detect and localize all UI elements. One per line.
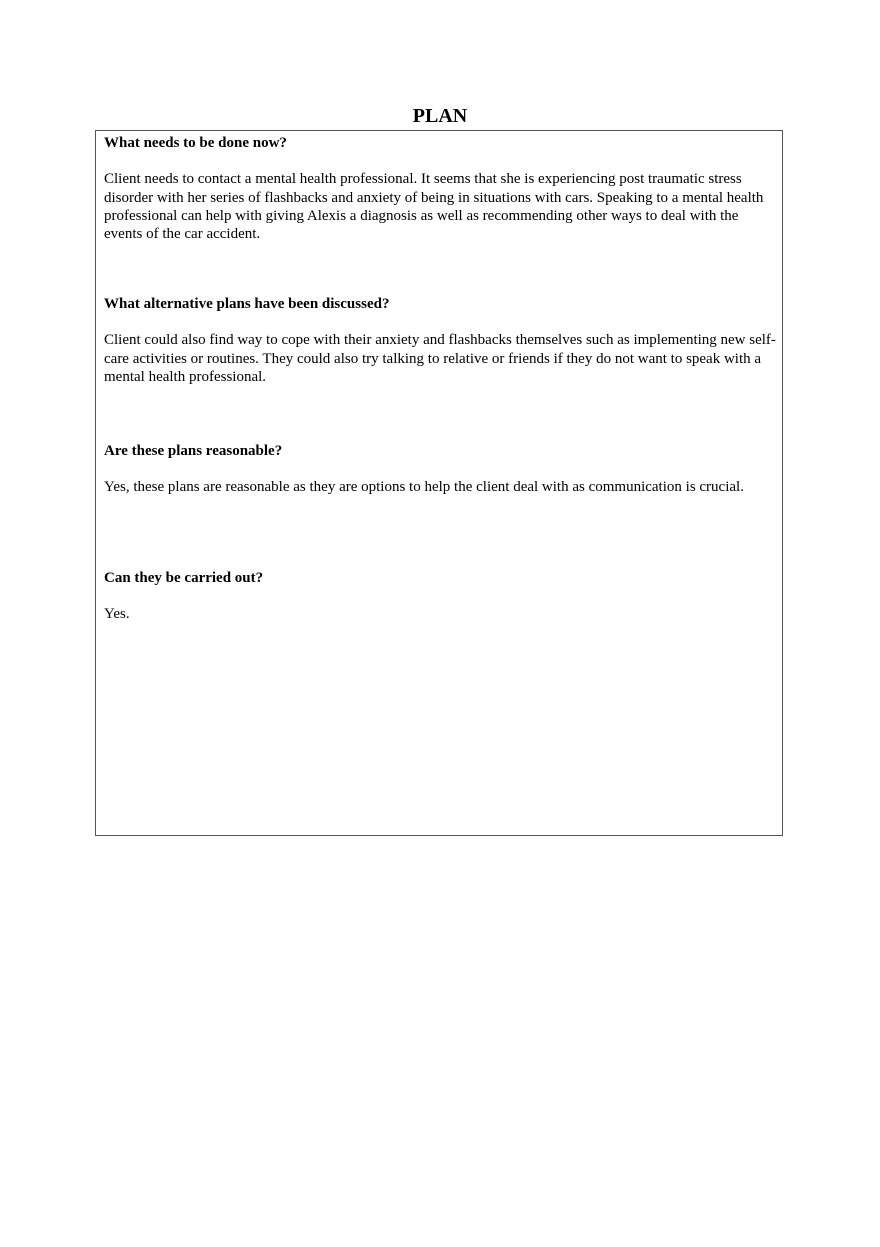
section-answer: Yes.: [104, 606, 130, 623]
section-answer: Client could also find way to cope with their anxiety and flashbacks themselves such as implementing new self-care activities or routines. They could also try talking to relative or friends if they do not want to speak with a mental health professional.: [104, 332, 776, 385]
plan-box: [95, 130, 783, 836]
section-question: What needs to be done now?: [104, 135, 287, 151]
plan-section-reasonable: [104, 442, 780, 497]
section-question: Are these plans reasonable?: [104, 443, 283, 459]
plan-section-alternative-plans: [104, 295, 780, 386]
plan-section-carried-out: [104, 569, 780, 624]
section-question: Can they be carried out?: [104, 570, 264, 586]
page-title: PLAN: [412, 105, 468, 127]
section-question: What alternative plans have been discussed?: [104, 296, 390, 312]
section-answer: Yes, these plans are reasonable as they are options to help the client deal with as communication is crucial.: [104, 479, 744, 496]
plan-section-done-now: [104, 134, 780, 243]
section-answer: Client needs to contact a mental health professional. It seems that she is experiencing post traumatic stress disorder with her series of flashbacks and anxiety of being in situations with cars. Speaking to a mental health professional can help with giving Alexis a diagnosis as well as recommending other ways to deal with the events of the car accident.: [104, 171, 764, 243]
